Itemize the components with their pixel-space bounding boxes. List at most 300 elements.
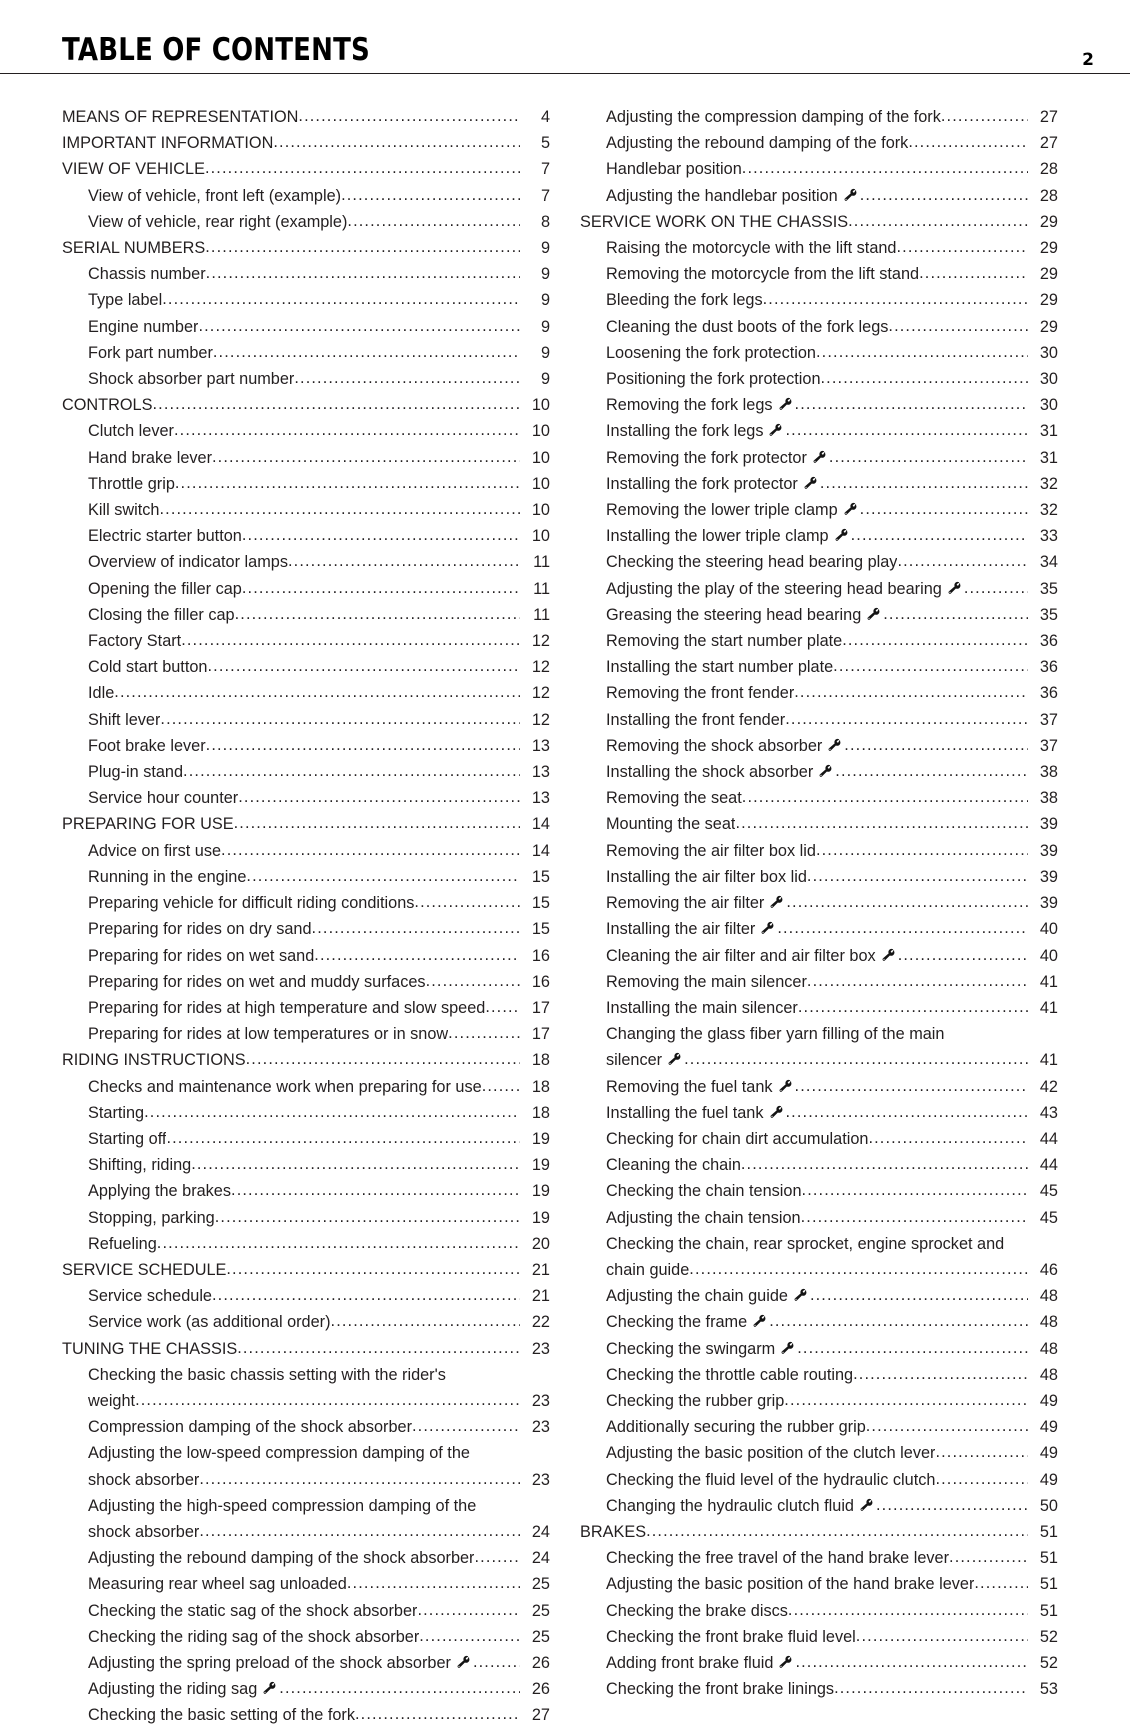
toc-entry-label: Plug-in stand [88,763,184,782]
toc-entry[interactable] [580,995,1058,1021]
toc-entry-label: Service schedule [88,1287,212,1306]
toc-entry-label: Preparing for rides on wet sand [88,946,315,965]
toc-entry[interactable] [62,890,550,916]
leader-dots [798,1001,1028,1021]
toc-entry[interactable] [580,759,1058,785]
toc-entry-label: SERVICE WORK ON THE CHASSIS [580,212,849,231]
toc-entry-label: Cleaning the dust boots of the fork legs [606,317,889,336]
toc-entry[interactable] [580,1440,1058,1466]
toc-entry-page-number: 51 [1039,1549,1058,1568]
toc-entry[interactable] [580,1598,1058,1624]
toc-entry-label: Electric starter button [88,527,242,546]
toc-entry[interactable] [580,340,1058,366]
toc-entry[interactable] [62,785,550,811]
toc-entry-page-number: 19 [531,1208,550,1227]
toc-entry-page-number: 11 [533,579,550,598]
toc-entry[interactable] [580,680,1058,706]
leader-dots [288,556,520,576]
leader-dots [135,1394,520,1414]
toc-entry[interactable] [580,392,1058,418]
toc-entry-label: Overview of indicator lamps [88,553,288,572]
header-divider [0,73,1130,74]
toc-entry[interactable] [580,1467,1058,1493]
leader-dots [212,1289,520,1309]
wrench-icon [866,607,881,622]
toc-entry[interactable] [580,1205,1058,1231]
leader-dots [312,923,520,943]
toc-entry-page-number: 32 [1039,474,1058,493]
toc-entry-label: SERVICE SCHEDULE [62,1260,227,1279]
toc-entry-label: Adjusting the handlebar position [606,186,838,205]
leader-dots [735,818,1028,838]
leader-dots [769,1316,1028,1336]
toc-entry-label: RIDING INSTRUCTIONS [62,1051,246,1070]
toc-entry-label: IMPORTANT INFORMATION [62,134,274,153]
toc-entry-page-number: 23 [531,1418,550,1437]
toc-entry[interactable] [580,1493,1058,1519]
toc-entry-label: Changing the hydraulic clutch fluid [606,1496,854,1515]
toc-entry-page-number: 24 [531,1549,550,1568]
leader-dots [242,529,520,549]
toc-entry[interactable] [580,916,1058,942]
toc-entry[interactable] [580,628,1058,654]
toc-entry-label: MEANS OF REPRESENTATION [62,108,299,126]
leader-dots [833,660,1028,680]
leader-dots [816,844,1028,864]
wrench-icon [843,188,858,203]
toc-entry-page-number: 26 [531,1653,550,1672]
leader-dots [829,451,1028,471]
leader-dots [763,294,1028,314]
toc-entry-page-number: 30 [1039,343,1058,362]
toc-entry-page-number: 53 [1039,1680,1058,1699]
leader-dots [802,1185,1028,1205]
leader-dots [820,477,1028,497]
toc-entry-label: Bleeding the fork legs [606,291,763,310]
toc-entry-page-number: 29 [1039,239,1058,258]
toc-entry-page-number: 8 [540,212,550,231]
toc-entry-page-number: 23 [531,1391,550,1410]
toc-entry[interactable] [580,1388,1058,1414]
page-title: TABLE OF CONTENTS [62,32,370,68]
toc-entry-page-number: 49 [1039,1418,1058,1437]
toc-entry-label: Removing the lower triple clamp [606,501,838,520]
toc-entry-label: Checking the chain, rear sprocket, engine sprocket and [606,1234,1005,1253]
toc-entry-label: Preparing for rides at low temperatures or in snow [88,1025,449,1044]
toc-entry[interactable] [580,969,1058,995]
toc-entry[interactable] [580,785,1058,811]
leader-dots [246,870,520,890]
leader-dots [473,1656,520,1676]
toc-entry[interactable] [580,156,1058,182]
toc-entry-page-number: 4 [540,108,550,126]
toc-entry[interactable] [62,209,550,235]
toc-entry-page-number: 25 [531,1601,550,1620]
toc-entry-page-number: 43 [1039,1103,1058,1122]
toc-entry-page-number: 31 [1039,422,1058,441]
toc-entry[interactable] [580,445,1058,471]
toc-entry[interactable] [580,602,1058,628]
toc-entry[interactable] [580,1021,1058,1073]
toc-entry[interactable] [580,235,1058,261]
toc-entry-page-number: 16 [531,946,550,965]
toc-entry-label: Checking the chain tension [606,1182,802,1201]
toc-entry-page-number: 38 [1039,763,1058,782]
toc-entry-label: VIEW OF VEHICLE [62,160,205,179]
toc-entry[interactable] [62,418,550,444]
toc-entry[interactable] [62,811,550,837]
toc-entry-label: Type label [88,291,163,310]
toc-entry[interactable] [580,1414,1058,1440]
toc-entry-label: Removing the front fender [606,684,795,703]
toc-entry-label: Checking the rubber grip [606,1391,785,1410]
toc-entry[interactable] [62,1257,550,1283]
toc-entry[interactable] [62,1178,550,1204]
toc-entry-page-number: 51 [1039,1522,1058,1541]
leader-dots [205,163,520,183]
toc-entry[interactable] [62,287,550,313]
toc-entry-label: Shock absorber part number [88,370,295,389]
toc-entry-page-number: 18 [531,1103,550,1122]
toc-entry-label: Mounting the seat [606,815,736,834]
toc-entry-page-number: 12 [531,658,550,677]
leader-dots [816,346,1028,366]
toc-entry-label: Installing the shock absorber [606,763,814,782]
toc-entry[interactable] [62,680,550,706]
toc-entry-label: TUNING THE CHASSIS [62,1339,238,1358]
leader-dots [152,398,520,418]
toc-entry[interactable] [62,156,550,182]
toc-entry[interactable] [62,1702,550,1728]
leader-dots [215,1211,520,1231]
page-header [0,0,1130,88]
toc-entry[interactable] [580,1231,1058,1283]
toc-entry[interactable] [62,471,550,497]
toc-entry-label: Engine number [88,317,199,336]
toc-entry-page-number: 13 [531,763,550,782]
wrench-icon [769,895,784,910]
toc-entry[interactable] [62,1205,550,1231]
toc-entry[interactable] [580,811,1058,837]
toc-entry[interactable] [580,890,1058,916]
toc-entry-page-number: 19 [531,1156,550,1175]
toc-entry-label: Stopping, parking [88,1208,215,1227]
leader-dots [417,1604,520,1624]
toc-entry-label: Throttle grip [88,474,175,493]
toc-entry[interactable] [580,1336,1058,1362]
toc-entry[interactable] [62,838,550,864]
toc-entry[interactable] [62,628,550,654]
toc-entry-page-number: 10 [531,422,550,441]
leader-dots [868,1132,1028,1152]
toc-entry-page-number: 10 [531,474,550,493]
toc-entry-label: CONTROLS [62,396,153,415]
toc-entry-page-number: 10 [531,448,550,467]
leader-dots [198,320,520,340]
leader-dots [786,1106,1029,1126]
leader-dots [237,1342,520,1362]
toc-entry[interactable] [580,471,1058,497]
toc-entry[interactable] [62,1545,550,1571]
toc-entry-page-number: 39 [1039,841,1058,860]
toc-entry[interactable] [580,1178,1058,1204]
toc-entry[interactable] [580,314,1058,340]
leader-dots [199,1473,520,1493]
toc-entry[interactable] [62,314,550,340]
leader-dots [159,503,520,523]
toc-entry[interactable] [580,1624,1058,1650]
toc-entry[interactable] [580,1545,1058,1571]
toc-entry[interactable] [580,287,1058,313]
toc-entry[interactable] [580,1571,1058,1597]
toc-entry[interactable] [580,838,1058,864]
toc-entry-page-number: 15 [531,894,550,913]
toc-entry-page-number: 48 [1039,1365,1058,1384]
header-page-number: 2 [1079,50,1097,70]
toc-entry[interactable] [62,1676,550,1702]
toc-entry[interactable] [580,1100,1058,1126]
toc-entry-page-number: 10 [531,527,550,546]
toc-entry[interactable] [62,1571,550,1597]
toc-entry-page-number: 16 [531,972,550,991]
toc-entry-page-number: 19 [531,1182,550,1201]
toc-entry[interactable] [62,995,550,1021]
toc-entry[interactable] [62,602,550,628]
toc-entry[interactable] [62,445,550,471]
toc-entry[interactable] [62,864,550,890]
wrench-icon [881,948,896,963]
toc-entry[interactable] [580,1309,1058,1335]
leader-dots [821,372,1029,392]
toc-entry[interactable] [580,1650,1058,1676]
toc-entry[interactable] [62,1074,550,1100]
toc-entry-label: Checking the front brake linings [606,1680,835,1699]
toc-entry-label: View of vehicle, rear right (example) [88,212,348,231]
toc-entry[interactable] [62,1309,550,1335]
toc-column-left [62,104,550,1729]
leader-dots [866,1420,1028,1440]
toc-entry-label-cont: chain guide [606,1260,690,1279]
toc-entry-page-number: 33 [1039,527,1058,546]
leader-dots [853,1368,1028,1388]
toc-entry-label: Shifting, riding [88,1156,192,1175]
toc-entry-page-number: 32 [1039,501,1058,520]
toc-entry-page-number: 17 [531,1025,550,1044]
leader-dots [801,1211,1028,1231]
wrench-icon [768,423,783,438]
toc-entry-label: Adjusting the chain guide [606,1287,788,1306]
toc-entry-page-number: 24 [531,1522,550,1541]
toc-entry[interactable] [62,1598,550,1624]
toc-entry-page-number: 29 [1039,265,1058,284]
toc-entry[interactable] [62,497,550,523]
toc-entry-page-number: 46 [1039,1260,1058,1279]
toc-entry-page-number: 9 [540,370,550,389]
leader-dots [941,110,1028,130]
toc-entry[interactable] [62,1493,550,1545]
toc-entry-page-number: 21 [531,1287,550,1306]
leader-dots [341,189,520,209]
toc-entry-label: Checking the fluid level of the hydraulic clutch [606,1470,936,1489]
leader-dots [851,529,1028,549]
toc-entry[interactable] [62,916,550,942]
toc-entry-label: Preparing vehicle for difficult riding conditions [88,894,415,913]
toc-entry-page-number: 15 [531,920,550,939]
toc-entry-label: Removing the air filter box lid [606,841,816,860]
toc-entry[interactable] [580,654,1058,680]
toc-entry[interactable] [580,1519,1058,1545]
toc-entry-page-number: 52 [1039,1627,1058,1646]
toc-entry[interactable] [62,261,550,287]
toc-entry[interactable] [580,864,1058,890]
leader-dots [166,1132,520,1152]
toc-entry[interactable] [62,943,550,969]
leader-dots [114,687,520,707]
toc-entry[interactable] [580,104,1058,130]
toc-entry-label: Starting [88,1103,145,1122]
toc-entry[interactable] [62,1336,550,1362]
toc-entry[interactable] [62,104,550,130]
toc-entry-page-number: 7 [540,186,550,205]
toc-entry[interactable] [62,366,550,392]
toc-entry[interactable] [62,1021,550,1047]
toc-entry-page-number: 12 [531,632,550,651]
toc-entry-label: Checking the static sag of the shock absorber [88,1601,418,1620]
toc-entry[interactable] [62,549,550,575]
wrench-icon [843,502,858,517]
toc-entry[interactable] [62,523,550,549]
toc-entry[interactable] [580,733,1058,759]
toc-entry[interactable] [62,1650,550,1676]
toc-entry[interactable] [580,707,1058,733]
toc-entry[interactable] [62,733,550,759]
toc-entry[interactable] [62,183,550,209]
toc-entry[interactable] [62,1231,550,1257]
toc-entry[interactable] [580,943,1058,969]
toc-entry[interactable] [580,209,1058,235]
leader-dots [785,425,1028,445]
toc-entry-label: Checking the throttle cable routing [606,1365,854,1384]
toc-entry-page-number: 29 [1039,291,1058,310]
toc-entry-page-number: 9 [540,265,550,284]
toc-entry[interactable] [62,1100,550,1126]
toc-entry-page-number: 21 [531,1260,550,1279]
toc-entry-page-number: 36 [1039,684,1058,703]
toc-entry[interactable] [62,1152,550,1178]
toc-entry-page-number: 51 [1039,1575,1058,1594]
toc-entry-label: Checks and maintenance work when preparing for use [88,1077,482,1096]
leader-dots [314,949,520,969]
toc-entry-label: Service hour counter [88,789,239,808]
toc-entry[interactable] [62,392,550,418]
toc-entry[interactable] [580,1362,1058,1388]
toc-entry[interactable] [62,759,550,785]
toc-entry-page-number: 20 [531,1234,550,1253]
toc-entry[interactable] [580,523,1058,549]
toc-entry-label: Opening the filler cap [88,579,242,598]
wrench-icon [752,1314,767,1329]
toc-entry[interactable] [62,1283,550,1309]
toc-entry-page-number: 11 [533,605,550,624]
wrench-icon [778,1079,793,1094]
toc-entry[interactable] [62,576,550,602]
toc-entry-label: BRAKES [580,1522,647,1541]
toc-entry-page-number: 9 [540,239,550,258]
toc-entry[interactable] [62,654,550,680]
toc-entry[interactable] [62,235,550,261]
leader-dots [294,372,520,392]
toc-entry[interactable] [580,1126,1058,1152]
toc-entry-page-number: 39 [1039,815,1058,834]
leader-dots [883,608,1028,628]
leader-dots [919,267,1028,287]
toc-entry[interactable] [62,1126,550,1152]
toc-entry[interactable] [580,1676,1058,1702]
table-of-contents [0,104,1130,1729]
toc-entry[interactable] [580,130,1058,156]
toc-entry-page-number: 31 [1039,448,1058,467]
leader-dots [848,215,1028,235]
toc-entry[interactable] [580,576,1058,602]
toc-entry-label: Adjusting the compression damping of the fork [606,108,941,126]
leader-dots [414,896,520,916]
toc-entry[interactable] [580,261,1058,287]
wrench-icon [947,581,962,596]
toc-entry-page-number: 29 [1039,317,1058,336]
toc-entry[interactable] [62,340,550,366]
toc-entry[interactable] [580,1074,1058,1100]
leader-dots [897,556,1028,576]
toc-entry[interactable] [62,1440,550,1492]
toc-entry[interactable] [580,1152,1058,1178]
leader-dots [741,1158,1028,1178]
toc-entry[interactable] [62,1414,550,1440]
toc-entry[interactable] [62,130,550,156]
wrench-icon [834,528,849,543]
toc-entry-page-number: 39 [1039,894,1058,913]
toc-entry[interactable] [580,549,1058,575]
leader-dots [785,713,1028,733]
leader-dots [174,425,520,445]
toc-entry-page-number: 11 [533,553,550,572]
toc-entry[interactable] [62,1624,550,1650]
toc-entry-page-number: 30 [1039,396,1058,415]
toc-entry-label: Measuring rear wheel sag unloaded [88,1575,347,1594]
toc-entry-label: Checking the frame [606,1313,748,1332]
toc-entry-label: View of vehicle, front left (example) [88,186,342,205]
toc-entry-label: Handlebar position [606,160,742,179]
toc-entry[interactable] [62,1047,550,1073]
leader-dots [810,1289,1028,1309]
toc-entry[interactable] [580,497,1058,523]
toc-entry-page-number: 45 [1039,1208,1058,1227]
toc-entry[interactable] [580,418,1058,444]
leader-dots [935,1473,1028,1493]
toc-entry[interactable] [580,183,1058,209]
toc-entry-page-number: 35 [1039,605,1058,624]
toc-entry[interactable] [580,1283,1058,1309]
toc-entry-label: Running in the engine [88,867,247,886]
toc-entry-page-number: 49 [1039,1470,1058,1489]
toc-entry[interactable] [62,969,550,995]
toc-entry-page-number: 10 [531,501,550,520]
toc-entry[interactable] [580,366,1058,392]
toc-entry-page-number: 30 [1039,370,1058,389]
toc-entry-label: Installing the fork protector [606,474,798,493]
toc-entry[interactable] [62,1362,550,1414]
toc-entry[interactable] [62,707,550,733]
toc-entry-label: Fork part number [88,343,213,362]
